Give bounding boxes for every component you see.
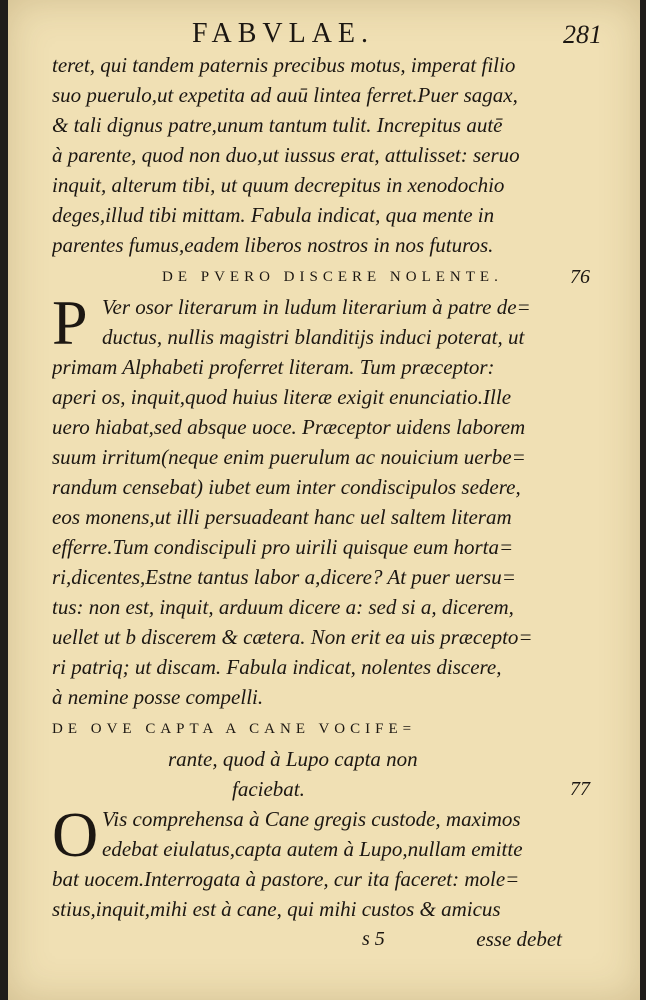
fable-title-continued: rante, quod à Lupo capta non xyxy=(168,747,418,771)
text-line: & tali dignus patre,unum tantum tulit. Increpitus autē xyxy=(52,113,503,137)
text-line: eos monens,ut illi persuadeant hanc uel saltem literam xyxy=(52,505,512,529)
fable-number: 77 xyxy=(570,778,590,800)
drop-capital: O xyxy=(52,799,99,870)
fable-76-body xyxy=(52,287,602,712)
signature-mark: s 5 xyxy=(362,928,385,950)
text-line: bat uocem.Interrogata à pastore, cur ita faceret: mole= xyxy=(52,867,520,891)
text-line: parentes fumus,eadem liberos nostros in nos futuros. xyxy=(52,233,494,257)
text-line: à parente, quod non duo,ut iussus erat, attulisset: seruo xyxy=(52,143,520,167)
text-line: deges,illud tibi mittam. Fabula indicat, qua mente in xyxy=(52,203,495,227)
page-footer xyxy=(52,924,602,954)
fable-title: DE OVE CAPTA A CANE VOCIFE= xyxy=(52,721,417,737)
fable-title-continued xyxy=(52,774,602,804)
text-line: primam Alphabeti proferret literam. Tum præceptor: xyxy=(52,355,495,379)
text-line: stius,inquit,mihi est à cane, qui mihi custos & amicus xyxy=(52,897,501,921)
text-line: ri,dicentes,Estne tantus labor a,dicere? At puer uersu= xyxy=(52,565,516,589)
text-line: aperi os, inquit,quod huius literæ exigit enunciatio.Ille xyxy=(52,385,512,409)
text-line: suum irritum(neque enim puerulum ac nouicium uerbe= xyxy=(52,445,526,469)
text-line: Vis comprehensa à Cane gregis custode, maximos xyxy=(102,807,521,831)
page-number: 281 xyxy=(563,20,602,49)
fable-title: DE PVERO DISCERE NOLENTE. xyxy=(162,269,503,285)
text-line: teret, qui tandem paternis precibus motus, imperat filio xyxy=(52,53,516,77)
text-line: Ver osor literarum in ludum literarium à patre de= xyxy=(102,295,531,319)
catchword: esse debet xyxy=(476,927,562,951)
fable-77-body xyxy=(52,799,602,924)
fable-76-heading xyxy=(52,262,602,292)
fable-number: 76 xyxy=(570,266,590,288)
text-line: tus: non est, inquit, arduum dicere a: sed si a, dicerem, xyxy=(52,595,514,619)
text-line: randum censebat) iubet eum inter condiscipulos sedere, xyxy=(52,475,521,499)
fable-title-end: faciebat. xyxy=(232,777,305,801)
text-line: inquit, alterum tibi, ut quum decrepitus in xenodochio xyxy=(52,173,505,197)
text-line: à nemine posse compelli. xyxy=(52,685,264,709)
page-header xyxy=(52,14,602,50)
text-line: ri patriq; ut discam. Fabula indicat, nolentes discere, xyxy=(52,655,502,679)
text-line: efferre.Tum condiscipuli pro uirili quisque eum horta= xyxy=(52,535,514,559)
book-page xyxy=(8,0,640,1000)
text-line: uellet ut b discerem & cætera. Non erit ea uis præcepto= xyxy=(52,625,533,649)
drop-capital: P xyxy=(52,287,88,358)
text-line: edebat eiulatus,capta autem à Lupo,nullam emitte xyxy=(102,837,523,861)
text-line: suo puerulo,ut expetita ad auū lintea ferret.Puer sagax, xyxy=(52,83,518,107)
text-line: ductus, nullis magistri blanditijs induci poterat, ut xyxy=(102,325,525,349)
previous-fable-ending xyxy=(52,50,602,260)
fable-77-heading xyxy=(52,714,602,744)
page-text-block xyxy=(52,14,602,954)
text-line: uero hiabat,sed absque uoce. Præceptor uidens laborem xyxy=(52,415,526,439)
running-title: FABVLAE. xyxy=(192,18,375,49)
